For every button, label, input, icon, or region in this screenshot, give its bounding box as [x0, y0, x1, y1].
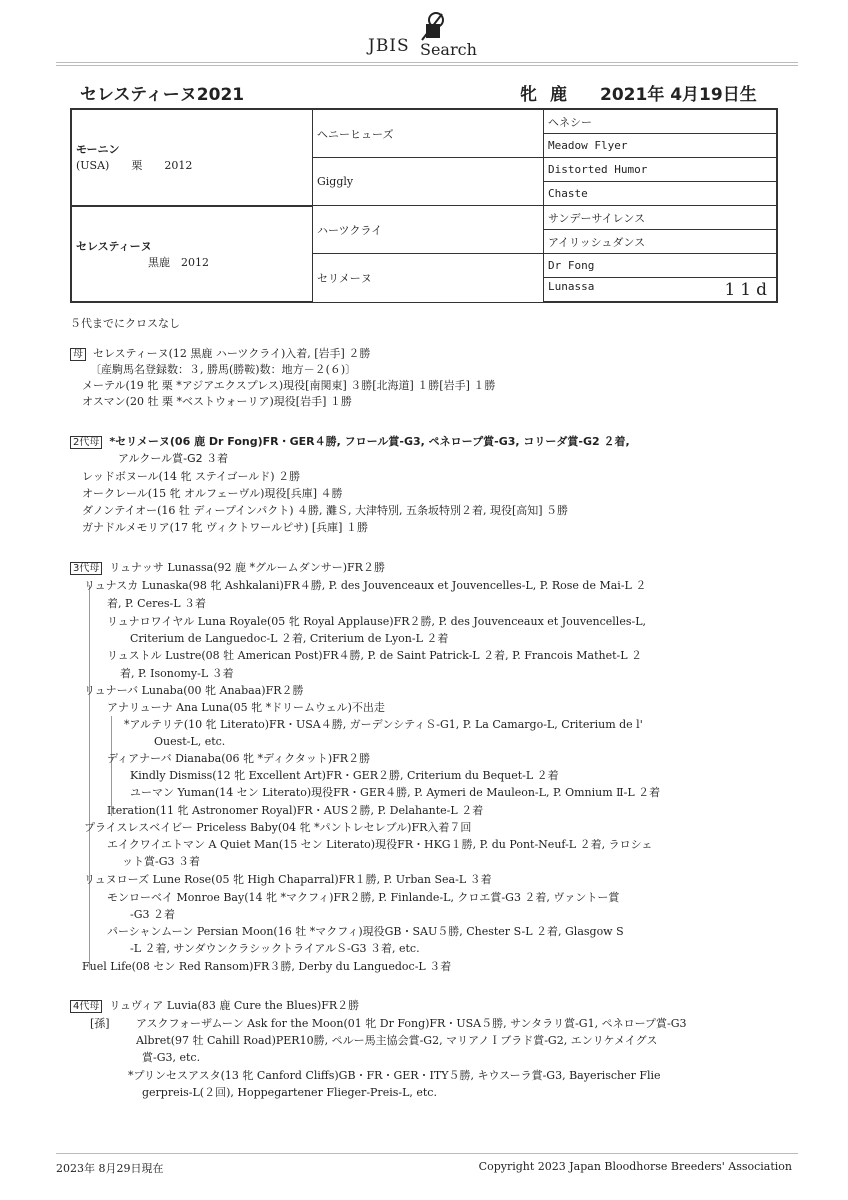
- dam-info: 黒鹿 2012: [148, 255, 209, 269]
- g4dam-line-1: [孫]: [90, 1017, 110, 1030]
- g2-cell: Giggly: [313, 158, 544, 206]
- logo-jbis: JBIS: [368, 36, 410, 56]
- g4dam-line-4: 賞-G3, etc.: [142, 1051, 201, 1064]
- footer-rule: [56, 1153, 798, 1154]
- sire-cell: [71, 109, 313, 206]
- g2-cell: ヘニーヒューズ: [313, 109, 544, 158]
- g3dam-line-8: アナリューナ Ana Luna(05 牝 *ドリームウェル)不出走: [107, 701, 385, 714]
- g3-cell: ヘネシー: [544, 109, 778, 134]
- g4dam-line-0: 4代母 リュヴィア Luvia(83 鹿 Cure the Blues)FR２勝: [70, 998, 359, 1015]
- g2dam-line-5: ガナドルメモリア(17 牝 ヴィクトワールピサ) [兵庫] １勝: [82, 521, 368, 534]
- g4dam-line-5: *プリンセスアスタ(13 牝 Canford Cliffs)GB・FR・GER・ITY５勝, キウスーラ賞-G3, Bayerischer Flie: [128, 1069, 661, 1082]
- dam-line-0: 母 セレスティーヌ(12 黒鹿 ハーツクライ)入着, [岩手] ２勝: [70, 346, 370, 363]
- g3dam-line-1: リュナスカ Lunaska(98 牝 Ashkalani)FR４勝, P. des Jouvenceaux et Jouvencelles-L, P. Rose de Mai-L ２: [84, 579, 647, 592]
- horse-birth: 2021年 4月19日生: [600, 85, 757, 105]
- g3dam-line-22: -L ２着, サンダウンクラシックトライアルＳ-G3 ３着, etc.: [130, 942, 420, 955]
- horse-pen-icon: [412, 10, 452, 44]
- jbis-logo: [368, 10, 498, 58]
- g3-cell: サンデーサイレンス: [544, 206, 778, 230]
- g3dam-line-16: エイクワイエトマン A Quiet Man(15 セン Literato)現役FR・HKG１勝, P. du Pont-Neuf-L ２着, ラロシェ: [107, 838, 653, 851]
- g3dam-line-11: ディアナーバ Dianaba(06 牝 *ディクタット)FR２勝: [107, 752, 371, 765]
- g3dam-line-21: パーシャンムーン Persian Moon(16 牡 *マクフィ)現役GB・SAU５勝, Chester S-L ２着, Glasgow S: [107, 925, 624, 938]
- g2-cell: セリメーヌ: [313, 254, 544, 303]
- g3dam-line-19: モンローベイ Monroe Bay(14 牝 *マクフィ)FR２勝, P. Finlande-L, クロエ賞-G3 ２着, ヴァントー賞: [107, 891, 620, 904]
- header-rule: [56, 62, 798, 63]
- g2dam-line-1: アルクール賞-G2 ３着: [118, 452, 229, 465]
- cross-note: ５代までにクロスなし: [70, 317, 180, 330]
- g3dam-line-2: 着, P. Ceres-L ３着: [107, 597, 207, 610]
- g3-lunassa: Lunassa: [548, 279, 595, 293]
- g3dam-line-3: リュナロワイヤル Luna Royale(05 牝 Royal Applause)FR２勝, P. des Jouvenceaux et Jouvencelles-L,: [107, 615, 647, 628]
- g3dam-line-17: ット賞-G3 ３着: [122, 855, 200, 868]
- g3dam-line-4: Criterium de Languedoc-L ２着, Criterium de Lyon-L ２着: [130, 632, 449, 645]
- logo-search: Search: [420, 40, 477, 59]
- horse-sex: 牝: [520, 85, 537, 105]
- dam-line-2: メーテル(19 牝 栗 *アジアエクスプレス)現役[南関東] ３勝[北海道] １勝[岩手] １勝: [82, 379, 496, 392]
- tree-line: [89, 585, 90, 970]
- g4dam-line-2: アスクフォーザムーン Ask for the Moon(01 牝 Dr Fong)FR・USA５勝, サンタラリ賞-G1, ペネロープ賞-G3: [136, 1017, 687, 1030]
- g2-cell: ハーツクライ: [313, 206, 544, 254]
- sire-info: (USA) 栗 2012: [76, 159, 193, 173]
- footer-date: 2023年 8月29日現在: [56, 1162, 164, 1175]
- section-tag-dam: 母: [70, 348, 86, 361]
- section-tag-g2dam: 2代母: [70, 436, 102, 449]
- g2dam-line-3: オークレール(15 牝 オルフェーヴル)現役[兵庫] ４勝: [82, 487, 343, 500]
- footer-copyright: Copyright 2023 Japan Bloodhorse Breeders' Association: [478, 1160, 792, 1173]
- g3-cell: アイリッシュダンス: [544, 230, 778, 254]
- g3-cell: Chaste: [544, 182, 778, 206]
- g4dam-line-6: gerpreis-L(２回), Hoppegartener Flieger-Preis-L, etc.: [142, 1086, 437, 1099]
- pedigree-table: [70, 108, 778, 303]
- g3dam-line-9: *アルテリテ(10 牝 Literato)FR・USA４勝, ガーデンシティＳ-G1, P. La Camargo-L, Criterium de l': [124, 718, 643, 731]
- sire-name: モーニン: [76, 143, 120, 157]
- dam-line-3: オスマン(20 牡 栗 *ベストウォーリア)現役[岩手] １勝: [82, 395, 352, 408]
- section-tag-g4dam: 4代母: [70, 1000, 102, 1013]
- g2dam-line-4: ダノンテイオー(16 牡 ディープインパクト) ４勝, 灘Ｓ, 大津特別, 五条坂特別２着, 現役[高知] ５勝: [82, 504, 569, 517]
- horse-color: 鹿: [550, 85, 567, 105]
- g2dam-line-2: レッドボヌール(14 牝 ステイゴールド) ２勝: [82, 470, 301, 483]
- g3dam-line-12: Kindly Dismiss(12 牝 Excellent Art)FR・GER２勝, Criterium du Bequet-L ２着: [130, 769, 559, 782]
- g3-cell: Dr Fong: [544, 254, 778, 278]
- g3dam-line-6: 着, P. Isonomy-L ３着: [120, 667, 234, 680]
- header-rule-2: [56, 65, 798, 66]
- g3dam-line-20: -G3 ２着: [130, 908, 175, 921]
- section-tag-g3dam: 3代母: [70, 562, 102, 575]
- dam-name: セレスティーヌ: [76, 239, 152, 253]
- dam-cell: [71, 206, 313, 303]
- g3dam-line-7: リュナーバ Lunaba(00 牝 Anabaa)FR２勝: [84, 684, 304, 697]
- g3dam-line-10: Ouest-L, etc.: [154, 735, 226, 748]
- g3dam-line-5: リュストル Lustre(08 牡 American Post)FR４勝, P. de Saint Patrick-L ２着, P. Francois Mathet-L ２: [107, 649, 643, 662]
- g3dam-line-18: リュヌローズ Lune Rose(05 牝 High Chaparral)FR１勝, P. Urban Sea-L ３着: [84, 873, 492, 886]
- g3-cell: Meadow Flyer: [544, 134, 778, 158]
- g3dam-line-13: ユーマン Yuman(14 セン Literato)現役FR・GER４勝, P. Aymeri de Mauleon-L, P. Omnium Ⅱ-L ２着: [130, 786, 661, 799]
- dam-line-1: 〔産駒馬名登録数：３, 勝馬(勝鞍)数：地方－２(６)〕: [90, 363, 357, 376]
- g3dam-line-0: 3代母 リュナッサ Lunassa(92 鹿 *グルームダンサー)FR２勝: [70, 560, 385, 577]
- inbreeding-code: 11d: [724, 279, 772, 300]
- g4dam-line-3: Albret(97 牡 Cahill Road)PER10勝, ペルー馬主協会賞-G2, マリアノＩブラド賞-G2, エンリケメイグス: [136, 1034, 658, 1047]
- g2dam-line-0: 2代母 *セリメーヌ(06 鹿 Dr Fong)FR・GER４勝, フロール賞-G3, ペネロープ賞-G3, コリーダ賞-G2 ２着,: [70, 434, 630, 451]
- g3-cell: Distorted Humor: [544, 158, 778, 182]
- g3dam-line-15: プライスレスベイビー Priceless Baby(04 牝 *パントレセレブル)FR入着７回: [84, 821, 472, 834]
- g3-cell-last: [544, 278, 778, 303]
- horse-name: セレスティーヌ2021: [80, 85, 245, 105]
- g3dam-line-14: Iteration(11 牝 Astronomer Royal)FR・AUS２勝, P. Delahante-L ２着: [107, 804, 484, 817]
- g3dam-line-23: Fuel Life(08 セン Red Ransom)FR３勝, Derby du Languedoc-L ３着: [82, 960, 452, 973]
